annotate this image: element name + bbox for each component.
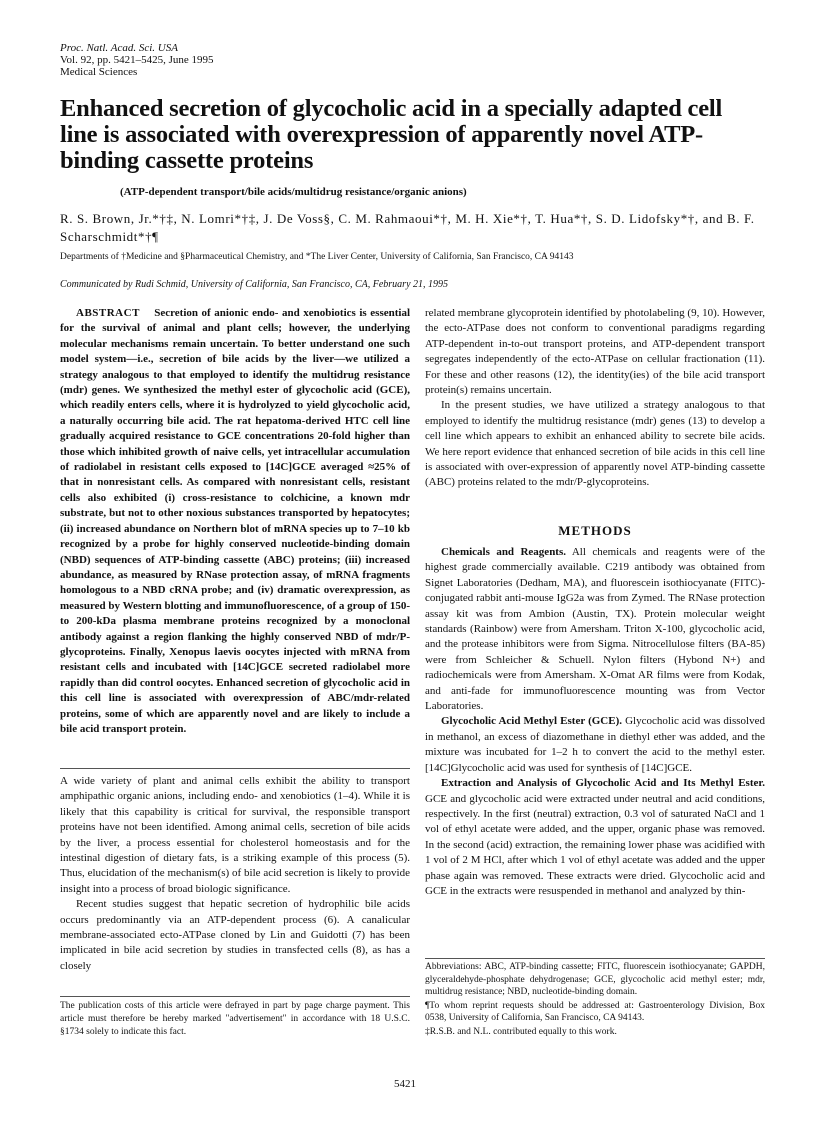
abstract (60, 306, 410, 737)
abbreviations-divider (425, 958, 765, 959)
methods-heading: METHODS (558, 523, 632, 538)
methods-extraction-text: GCE and glycocholic acid were extracted under neutral and acid conditions, respectively. In the first (neutral) extraction, 0.3 vol of saturated NaCl and 1 vol of ethyl acetate were added, and the upper, organic phase was removed. In the second (acid) extraction, the remaining lower phase was acidified with 1 vol of 2 M HCl, after which 1 vol of ethyl acetate was added and the upper phase again was removed. These extracts were dried. Glycocholic acid and GCE in the extracts were resuspended in methanol and analyzed by thin- (425, 792, 765, 897)
methods-section (425, 545, 765, 899)
right-column-intro (425, 306, 765, 491)
footnotes (425, 961, 765, 1039)
author-list: R. S. Brown, Jr.*†‡, N. Lomri*†‡, J. De Voss§, C. M. Rahmaoui*†, M. H. Xie*†, T. Hua*†, S. D. Lidofsky*†, and B. F. Scharschmidt*†¶ (60, 211, 755, 244)
paper-title: Enhanced secretion of glycocholic acid in a specially adapted cell line is associated with overexpression of apparently novel ATP-binding cassette proteins (60, 95, 723, 174)
introduction (60, 774, 410, 974)
publication-note: The publication costs of this article were defrayed in part by page charge payment. This article must therefore be hereby marked "advertisement" in accordance with 18 U.S.C. §1734 solely to indicate this fact. (60, 1001, 410, 1037)
journal-section: Medical Sciences (60, 66, 138, 78)
right-paragraph-1: related membrane glycoprotein identified by photolabeling (9, 10). However, the ecto-ATPase does not conform to conventional paradigms regarding ATP-dependent in-to-out transport proteins, and ATP-dependent transport segregates independently of the ecto-ATPase on cellular fractionation (11). For these and other reasons (12), the identity(ies) of the bile acid transport protein(s) remains uncertain. (425, 307, 765, 397)
methods-chemicals-text: All chemicals and reagents were of the highest grade commercially available. C219 antibody was obtained from Signet Laboratories (Dedham, MA), and fluorescein isothiocyanate (FITC)-conjugated rabbit anti-mouse IgG2a was from Zymed. The RNase protection assay kit was from Ambion (Austin, TX). Protein molecular weight standards (Rainbow) were from Amersham. Triton X-100, glycocholic acid, and the protease inhibitors were from Sigma. Nitrocellulose filters (BA-85) were from Schleicher & Schuell. Nylon filters (Hybond N+) and radiochemicals were from Amersham. X-Omat AR films were from Kodak, and anti-fade for immunofluorescence mounting was from Vector Laboratories. (425, 546, 765, 713)
methods-chemicals (425, 545, 765, 714)
keywords: (ATP-dependent transport/bile acids/multidrug resistance/organic anions) (120, 186, 467, 198)
abstract-divider (60, 768, 410, 769)
methods-gce-title: Glycocholic Acid Methyl Ester (GCE). (441, 715, 622, 728)
intro-paragraph-1: A wide variety of plant and animal cells exhibit the ability to transport amphipathic organic anions, including endo- and xenobiotics (1–4). While it is likely that this capability is critical for survival, the responsible transport proteins have not been identified. Among animal cells, secretion of bile acids by the liver, a process essential for cholesterol homeostasis and for the intestinal digestion of dietary fats, is a striking example of this process (5). Thus, elucidation of the mechanism(s) of bile acid secretion is likely to provide insight into a process of broad biologic significance. (60, 775, 410, 895)
methods-extraction (425, 776, 765, 899)
communicated-by: Communicated by Rudi Schmid, University of California, San Francisco, CA, February 21, 1995 (60, 279, 449, 290)
page-number: 5421 (394, 1078, 416, 1090)
methods-chemicals-title: Chemicals and Reagents. (441, 546, 567, 558)
methods-gce-text: Glycocholic acid was dissolved in methanol, an excess of diazomethane in diethyl ether was added, and the mixture was incubated for 1–2 h to convert the acid to the methyl ester. [14C]Glycocholic acid was used for synthesis of [14C]GCE. (425, 715, 765, 774)
abstract-text: Secretion of anionic endo- and xenobiotics is essential for the survival of animal and plant cells; however, the underlying molecular mechanisms remain uncertain. To better understand one such model system—i.e., secretion of bile acids by the liver—we utilized a strategy analogous to that employed to identify the multidrug resistance (mdr) genes. We synthesized the methyl ester of glycocholic acid (GCE), which readily enters cells, where it is hydrolyzed to yield glycocholic acid, a naturally occurring bile acid. The rat hepatoma-derived HTC cell line gradually acquired resistance to GCE concentrations 20-fold higher than those which inhibited growth of naive cells, yet intracellular accumulation of radiolabel in resistant cells exposed to [14C]GCE averaged ≈25% of that in nonresistant cells. As compared with nonresistant cells, resistant cells also exhibited (i) cross-resistance to colchicine, a known mdr substrate, but not to other noxious substances transported by hepatocytes; (ii) increased abundance on Northern blot of mRNA species up to 7–10 kb recognized by a probe for highly conserved nucleotide-binding domain (NBD) sequences of ATP-binding cassette (ABC) proteins; (iii) increased abundance, as measured by RNase protection assay, of mRNA fragments homologous to a NBD cRNA probe; and (iv) dramatic overexpression, as measured by Western blotting and immunofluorescence, of a group of 150- to 200-kDa plasma membrane proteins recognized by a monoclonal antibody against a region flanking the highly conserved NBD of mdr/P-glycoproteins. Finally, Xenopus laevis oocytes injected with mRNA from resistant cells and incubated with [14C]GCE secreted radiolabel more rapidly than did control oocytes. Enhanced secretion of glycocholic acid in this cell line is associated with overexpression of ABC/mdr-related proteins, some of which are apparently novel and are likely to include a bile acid transport protein. (60, 307, 411, 735)
journal-header (60, 42, 214, 78)
right-paragraph-2: In the present studies, we have utilized a strategy analogous to that employed to identify the multidrug resistance (mdr) genes (13) to develop a cell line which appears to exhibit an enhanced ability to secrete bile acids. We here report evidence that enhanced secretion of bile acids in this cell line is associated with over-expression of apparently novel ATP-binding cassette (ABC) proteins related to the mdr/P-glycoproteins. (425, 399, 765, 489)
footnote-divider (60, 996, 410, 997)
footnote-equal-contribution: ‡R.S.B. and N.L. contributed equally to this work. (425, 1026, 617, 1037)
footnote-abbreviations: Abbreviations: ABC, ATP-binding cassette; FITC, fluorescein isothiocyanate; GAPDH, glyceraldehyde-phosphate dehydrogenase; GCE, glycocholic acid methyl ester; mdr, multidrug resistance; NBD, nucleotide-binding domain. (425, 962, 765, 997)
journal-volume: Vol. 92, pp. 5421–5425, June 1995 (60, 54, 214, 66)
abstract-heading: ABSTRACT (76, 307, 140, 319)
intro-paragraph-2: Recent studies suggest that hepatic secretion of hydrophilic bile acids occurs predominantly via an ATP-dependent process (6). A canalicular membrane-associated ecto-ATPase cloned by Lin and Guidotti (7) has been implicated in bile acid secretion by studies in transfected cells (8), as has a closely (60, 898, 410, 972)
footnote-reprint: ¶To whom reprint requests should be addressed at: Gastroenterology Division, Box 0538, University of California, San Francisco, CA 94143. (425, 1000, 765, 1023)
methods-gce (425, 714, 765, 776)
affiliation: Departments of †Medicine and §Pharmaceutical Chemistry, and *The Liver Center, University of California, San Francisco, CA 94143 (60, 252, 574, 262)
journal-name: Proc. Natl. Acad. Sci. USA (60, 42, 178, 54)
methods-extraction-title: Extraction and Analysis of Glycocholic Acid and Its Methyl Ester. (441, 777, 765, 790)
